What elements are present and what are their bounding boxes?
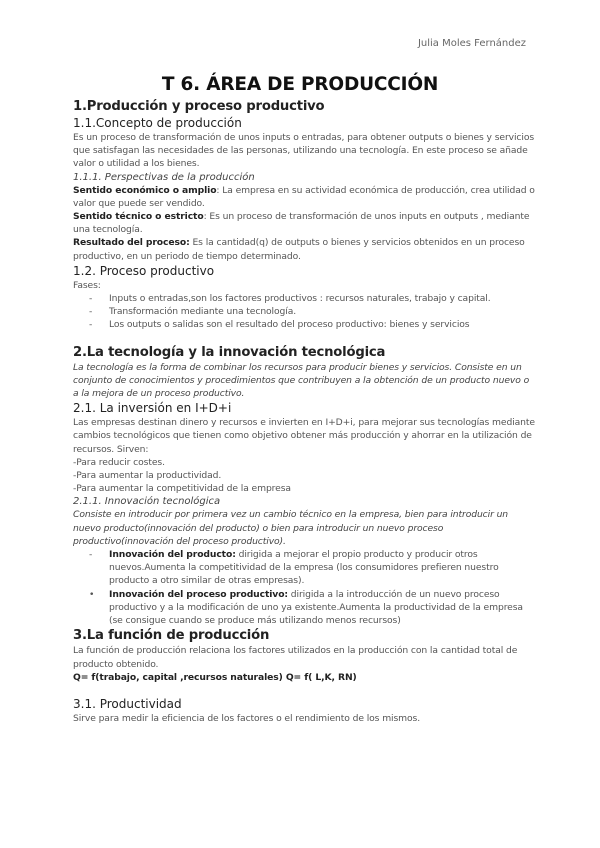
definition-text: : Es un proceso de transformación de unos inputs en outputs , mediante una tecnología. <box>73 211 530 236</box>
definition-term: Sentido técnico o estricto <box>73 211 204 223</box>
section-3-1-text: Sirve para medir la eficiencia de los factores o el rendimiento de los mismos. <box>73 712 421 724</box>
list-item: - Transformación mediante una tecnología. <box>89 306 297 318</box>
list-item: • Innovación del proceso productivo: dirigida a la introducción de un nuevo proceso productivo y a la modificación de uno ya existente.Aumenta la productividad de la empresa (se consigue cuando se produce más utilizando menos recursos) <box>89 588 523 627</box>
list-item: - Inputs o entradas,son los factores productivos : recursos naturales, trabajo y capital. <box>89 293 491 305</box>
purpose-line: -Para reducir costes. <box>73 456 165 468</box>
production-formula: Q= f(trabajo, capital ,recursos naturales) Q= f( L,K, RN) <box>73 671 357 683</box>
section-2-1-1-heading: 2.1.1. Innovación tecnológica <box>73 496 221 508</box>
section-1-1-1-heading: 1.1.1. Perspectivas de la producción <box>73 171 255 183</box>
section-1-heading: 1.Producción y proceso productivo <box>73 99 325 114</box>
section-2-1-1-text: Consiste en introducir por primera vez un cambio técnico en la empresa, bien para introducir un nuevo producto(innovación del producto) o bien para introducir un nuevo proceso productivo(innovación del proceso productivo). <box>73 509 509 547</box>
definition-term: Sentido económico o amplio <box>73 184 217 196</box>
author-name: Julia Moles Fernández <box>417 38 526 49</box>
section-1-2-heading: 1.2. Proceso productivo <box>73 263 215 278</box>
definition-economic <box>73 184 535 210</box>
section-1-1-heading: 1.1.Concepto de producción <box>73 116 242 130</box>
document-body <box>73 98 535 725</box>
definition-text: : La empresa en su actividad económica de producción, crea utilidad o valor que puede ser vendido. <box>73 184 535 209</box>
section-3-text: La función de producción relaciona los factores utilizados en la producción con la cantidad total de producto obtenido. <box>73 645 518 670</box>
section-3-heading: 3.La función de producción <box>73 628 270 644</box>
list-item: - Los outputs o salidas son el resultado del proceso productivo: bienes y servicios <box>89 319 470 331</box>
section-1-1-text: Es un proceso de transformación de unos inputs o entradas, para obtener outputs o bienes y servicios que satisfagan las necesidades de las personas, utilizando una tecnología. En este proceso se añade valor o utilidad a los bienes. <box>73 132 535 170</box>
purpose-line: -Para aumentar la productividad. <box>73 470 222 482</box>
page-title: T 6. ÁREA DE PRODUCCIÓN <box>161 74 439 95</box>
purpose-line: -Para aumentar la competitividad de la empresa <box>73 483 291 495</box>
section-2-1-text: Las empresas destinan dinero y recursos e invierten en I+D+i, para mejorar sus tecnologías mediante cambios tecnológicos que tienen como objetivo obtener más producción y ahorrar en la utilización de recursos. Sirven: <box>73 417 535 455</box>
definition-text: Es la cantidad(q) de outputs o bienes y servicios obtenidos en un proceso productivo, en un periodo de tiempo determinado. <box>73 237 525 262</box>
section-2-1-heading: 2.1. La inversión en I+D+i <box>73 401 232 416</box>
definition-result <box>73 236 535 262</box>
section-2-intro: La tecnología es la forma de combinar los recursos para producir bienes y servicios. Consiste en un conjunto de conocimientos y procedimientos que contribuyen a la obtención de un producto nuevo o a la mejora de un proceso productivo. <box>73 361 530 400</box>
definition-term: Resultado del proceso: <box>73 237 190 249</box>
section-3-1-heading: 3.1. Productividad <box>73 696 182 711</box>
innovation-list <box>73 548 535 627</box>
list-item: - Innovación del producto: dirigida a mejorar el propio producto y producir otros nuevos.Aumenta la competitividad de la empresa (los consumidores prefieren nuestro producto a otro similar de otras empresas). <box>89 549 499 587</box>
definition-technical <box>73 210 535 236</box>
phases-lead: Fases: <box>73 279 101 291</box>
section-2-heading: 2.La tecnología y la innovación tecnológica <box>73 344 386 360</box>
phases-list <box>73 292 535 332</box>
